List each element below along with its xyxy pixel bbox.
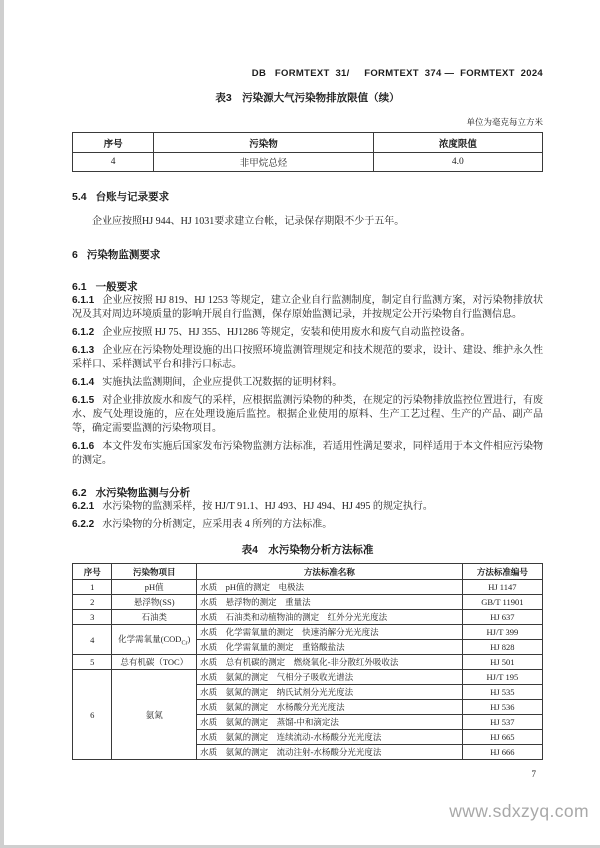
clause-number: 6.1.6: [72, 441, 95, 452]
table4-pollutant-cell: 总有机碳（TOC）: [112, 655, 197, 670]
table4-method-code-cell: HJ 1147: [462, 580, 542, 595]
clause-6-2-2: [72, 518, 543, 532]
clause-text: 水污染物的监测采样，按 HJ/T 91.1、HJ 493、HJ 494、HJ 495 的规定执行。: [102, 501, 433, 512]
table4-pollutant-cell: 化学需氧量$(COD_{Cr})$: [112, 625, 197, 655]
clause-text: 企业应在污染物处理设施的出口按照环境监测管理规定和技术规范的要求，设计、建设、维护永久性采样口、采样测试平台和排污口标志。: [72, 345, 543, 370]
table4-method-name-cell: 水质 石油类和动植物油的测定 红外分光光度法: [197, 610, 463, 625]
table4-method-name-cell: 水质 化学需氧量的测定 快速消解分光光度法: [197, 625, 463, 640]
heading-6: [72, 249, 543, 262]
clause-number: 5.4: [72, 191, 87, 203]
clause-6-2-1: [72, 500, 543, 514]
table4-row: [73, 655, 543, 670]
table4-column-header: 污染物项目: [112, 564, 197, 580]
table4-seq-cell: 5: [73, 655, 112, 670]
table4-method-name-cell: 水质 氨氮的测定 连续流动-水杨酸分光光度法: [197, 730, 463, 745]
table3-column-header: 污染物: [154, 133, 373, 153]
table4-column-header: 方法标准编号: [462, 564, 542, 580]
table4-seq-cell: 4: [73, 625, 112, 655]
clause-number: 6.1.2: [72, 327, 95, 338]
table4-seq-cell: 3: [73, 610, 112, 625]
table4-method-code-cell: HJ 535: [462, 685, 542, 700]
table4-pollutant-cell: 石油类: [112, 610, 197, 625]
clause-number: 6.1.3: [72, 345, 95, 356]
table4-method-name-cell: 水质 氨氮的测定 流动注射-水杨酸分光光度法: [197, 745, 463, 760]
table4-method-code-cell: GB/T 11901: [462, 595, 542, 610]
clause-number: 6.1.4: [72, 377, 95, 388]
table4-method-name-cell: 水质 氨氮的测定 纳氏试剂分光光度法: [197, 685, 463, 700]
table4-method-code-cell: HJ 665: [462, 730, 542, 745]
table4-method-code-cell: HJ 537: [462, 715, 542, 730]
table4-pollutant-cell: 氨氮: [112, 670, 197, 760]
table4-seq-cell: 6: [73, 670, 112, 760]
table4-method-code-cell: HJ/T 195: [462, 670, 542, 685]
table3-cell: 4.0: [373, 153, 542, 172]
clause-text: 实施执法监测期间，企业应提供工况数据的证明材料。: [102, 377, 343, 388]
heading-6-1: [72, 281, 543, 294]
clause-text: 水污染物的分析测定，应采用表 4 所列的方法标准。: [102, 519, 333, 530]
table3-title: 表3 污染源大气污染物排放限值（续）: [215, 92, 400, 104]
clause-6-1-3: [72, 344, 543, 372]
clause-number: 6: [72, 249, 78, 261]
table4-row: [73, 625, 543, 640]
table4-method-code-cell: HJ 666: [462, 745, 542, 760]
table3-air-pollutant-limits: [72, 132, 543, 172]
table4-method-code-cell: HJ 637: [462, 610, 542, 625]
table4-pollutant-cell: 悬浮物(SS): [112, 595, 197, 610]
clause-6-1-6: [72, 440, 543, 468]
content-blocks: [72, 191, 543, 532]
table4-method-name-cell: 水质 化学需氧量的测定 重铬酸盐法: [197, 640, 463, 655]
table4-method-name-cell: 水质 氨氮的测定 气相分子吸收光谱法: [197, 670, 463, 685]
table3-column-header: 浓度限值: [373, 133, 542, 153]
table4-method-name-cell: 水质 悬浮物的测定 重量法: [197, 595, 463, 610]
table4-method-code-cell: HJ 501: [462, 655, 542, 670]
clause-number: 6.1.5: [72, 395, 95, 406]
clause-6-1-4: [72, 376, 543, 390]
table4-column-header: 方法标准名称: [197, 564, 463, 580]
clause-text: 企业应按照 HJ 819、HJ 1253 等规定，建立企业自行监测制度，制定自行监测方案，对污染物排放状况及其对周边环境质量的影响开展自行监测，保存原始监测记录，并按规定公开污染物自行监测信息。: [72, 295, 543, 320]
table4-method-name-cell: 水质 氨氮的测定 蒸馏-中和滴定法: [197, 715, 463, 730]
page-number: 7: [531, 769, 536, 779]
table4-header-row: [73, 564, 543, 580]
clause-text: 企业应按照 HJ 75、HJ 355、HJ1286 等规定，安装和使用废水和废气自动监控设备。: [102, 327, 471, 338]
clause-6-1-5: [72, 394, 543, 436]
document-code-header: DB FORMTEXT 31/ FORMTEXT 374 — FORMTEXT 2024: [251, 68, 543, 79]
table4-method-name-cell: 水质 pH值的测定 电极法: [197, 580, 463, 595]
clause-number: 6.2.2: [72, 519, 95, 530]
heading-5-4: [72, 191, 543, 204]
table3-column-header: 序号: [73, 133, 154, 153]
clause-text: 一般要求: [95, 281, 138, 293]
table3-header-row: [73, 133, 543, 153]
table3-unit-note: 单位为毫克每立方米: [466, 117, 543, 127]
clause-text: 水污染物监测与分析: [95, 487, 191, 499]
clause-number: 6.1.1: [72, 295, 95, 306]
table4-row: [73, 595, 543, 610]
table4-method-code-cell: HJ 536: [462, 700, 542, 715]
table4-pollutant-cell: pH值: [112, 580, 197, 595]
clause-text: 污染物监测要求: [86, 249, 161, 261]
clause-number: 6.1: [72, 281, 87, 293]
clause-number: 6.2: [72, 487, 87, 499]
table4-title: 表4 水污染物分析方法标准: [241, 544, 374, 556]
table4-column-header: 序号: [73, 564, 112, 580]
watermark-url: www.sdxzyq.com: [449, 801, 589, 821]
clause-6-1-2: [72, 326, 543, 340]
table4-method-name-cell: 水质 氨氮的测定 水杨酸分光光度法: [197, 700, 463, 715]
table3-row: [73, 153, 543, 172]
clause-text: 企业应按照HJ 944、HJ 1031要求建立台帐，记录保存期限不少于五年。: [92, 216, 405, 227]
clause-6-1-1: [72, 294, 543, 322]
clause-text: 台账与记录要求: [95, 191, 170, 203]
table4-row: [73, 580, 543, 595]
table4-seq-cell: 1: [73, 580, 112, 595]
table3-cell: 非甲烷总烃: [154, 153, 373, 172]
table4-row: [73, 670, 543, 685]
clause-text: 本文件发布实施后国家发布污染物监测方法标准，若适用性满足要求，同样适用于本文件相应污染物的测定。: [72, 441, 543, 466]
table4-method-code-cell: HJ 828: [462, 640, 542, 655]
clause-number: 6.2.1: [72, 501, 95, 512]
table3-cell: 4: [73, 153, 154, 172]
para-5-4: [72, 215, 543, 229]
heading-6-2: [72, 487, 543, 500]
table4-method-name-cell: 水质 总有机碳的测定 燃烧氧化-非分散红外吸收法: [197, 655, 463, 670]
table4-water-analysis-methods: [72, 563, 543, 760]
table4-method-code-cell: HJ/T 399: [462, 625, 542, 640]
table4-row: [73, 610, 543, 625]
table4-seq-cell: 2: [73, 595, 112, 610]
clause-text: 对企业排放废水和废气的采样，应根据监测污染物的种类，在规定的污染物排放监控位置进行，有废水、废气处理设施的，应在处理设施后监控。根据企业使用的原料、生产工艺过程、生产的产品、副产品等，确定需要监测的污染物项目。: [72, 395, 543, 434]
